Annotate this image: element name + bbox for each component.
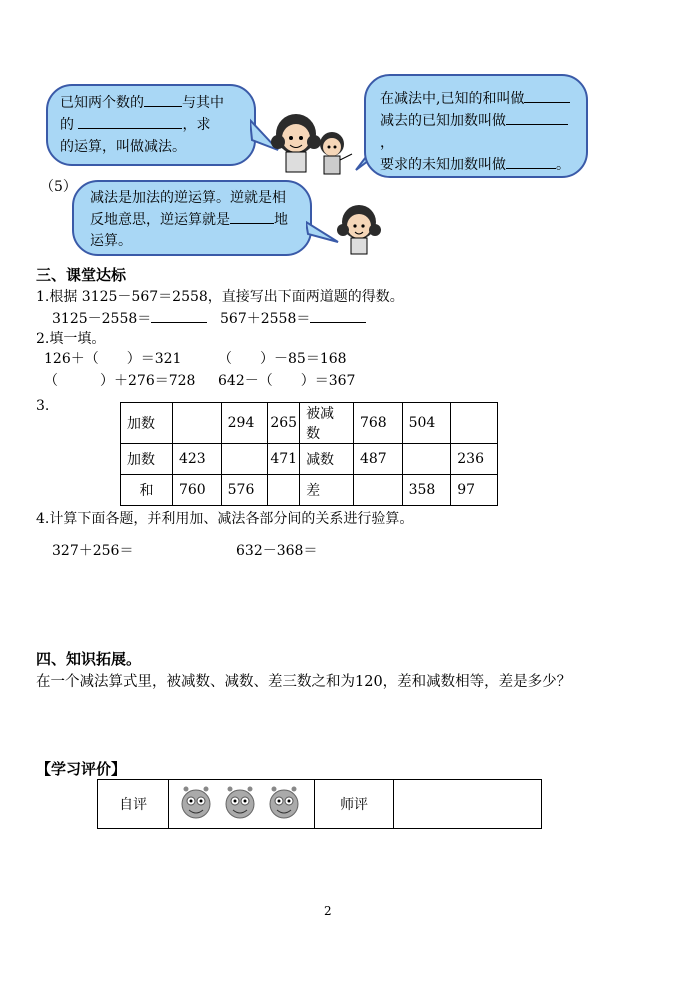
- table-cell: [172, 403, 221, 444]
- smiley-rating: [169, 780, 315, 829]
- table-cell: 487: [353, 444, 402, 475]
- table-cell: 504: [402, 403, 451, 444]
- section-4-title: 四、知识拓展。: [36, 650, 142, 668]
- teacher-evaluation-cell: [394, 780, 542, 829]
- question-4b: 632－368＝: [236, 543, 318, 559]
- table-row: [121, 475, 498, 506]
- question-4: 4.计算下面各题，并利用加、减法各部分间的关系进行验算。: [36, 511, 414, 527]
- table-cell: 265: [268, 403, 300, 444]
- table-cell: [402, 444, 451, 475]
- question-2b: （ ）－85＝168: [218, 351, 347, 367]
- table-cell: 294: [221, 403, 268, 444]
- table-cell: 423: [172, 444, 221, 475]
- table-cell: 差: [300, 475, 354, 506]
- page-number: 2: [324, 904, 332, 918]
- question-4a: 327＋256＝: [52, 543, 134, 559]
- section-3-title: 三、课堂达标: [36, 266, 127, 284]
- question-2c: （ ）＋276＝728: [44, 373, 196, 389]
- table-cell: [353, 475, 402, 506]
- table-cell: 97: [451, 475, 498, 506]
- table-row: [121, 444, 498, 475]
- table-cell: 被减数: [300, 403, 354, 444]
- smiley-faces-icon: [172, 782, 312, 822]
- speech-bubble-right: 在减法中,已知的和叫做 减去的已知加数叫做， 要求的未知加数叫做 。: [364, 74, 588, 178]
- speech-bubble-left: 已知两个数的 与其中 的 ，求 的运算，叫做减法。: [46, 84, 256, 166]
- question-2: 2.填一填。: [36, 331, 106, 347]
- table-cell: 760: [172, 475, 221, 506]
- teacher-evaluation-label: 师评: [314, 780, 394, 829]
- table-cell: 和: [121, 475, 173, 506]
- table-cell: 加数: [121, 403, 173, 444]
- speech-bubble-item5: 减法是加法的逆运算。逆就是相 反地意思，逆运算就是 地 运算。: [72, 180, 312, 256]
- question-2a: 126＋（ ）＝321: [44, 351, 182, 367]
- section-4-text: 在一个减法算式里，被减数、减数、差三数之和为120，差和减数相等，差是多少？: [36, 674, 572, 690]
- table-cell: [451, 403, 498, 444]
- question-2d: 642－（ ）＝367: [218, 373, 356, 389]
- table-cell: 576: [221, 475, 268, 506]
- girl-cartoon-small-icon: [334, 200, 384, 256]
- question-1: 1.根据 3125－567＝2558，直接写出下面两道题的得数。: [36, 289, 404, 305]
- evaluation-table: [97, 779, 542, 829]
- table-cell: 减数: [300, 444, 354, 475]
- table-cell: 236: [451, 444, 498, 475]
- question-1a: 3125－2558＝: [52, 308, 207, 328]
- table-cell: [221, 444, 268, 475]
- table-cell: [268, 475, 300, 506]
- table-row: [98, 780, 542, 829]
- addition-subtraction-table: [120, 402, 498, 506]
- item-5-label: （5）: [40, 179, 77, 195]
- table-cell: 加数: [121, 444, 173, 475]
- table-row: [121, 403, 498, 444]
- table-cell: 768: [353, 403, 402, 444]
- table-cell: 358: [402, 475, 451, 506]
- table-cell: 471: [268, 444, 300, 475]
- question-1b: 567＋2558＝: [220, 308, 366, 328]
- question-3: 3.: [36, 398, 50, 414]
- boy-cartoon-icon: [312, 128, 356, 178]
- self-evaluation-label: 自评: [98, 780, 169, 829]
- evaluation-title: 【学习评价】: [36, 760, 127, 778]
